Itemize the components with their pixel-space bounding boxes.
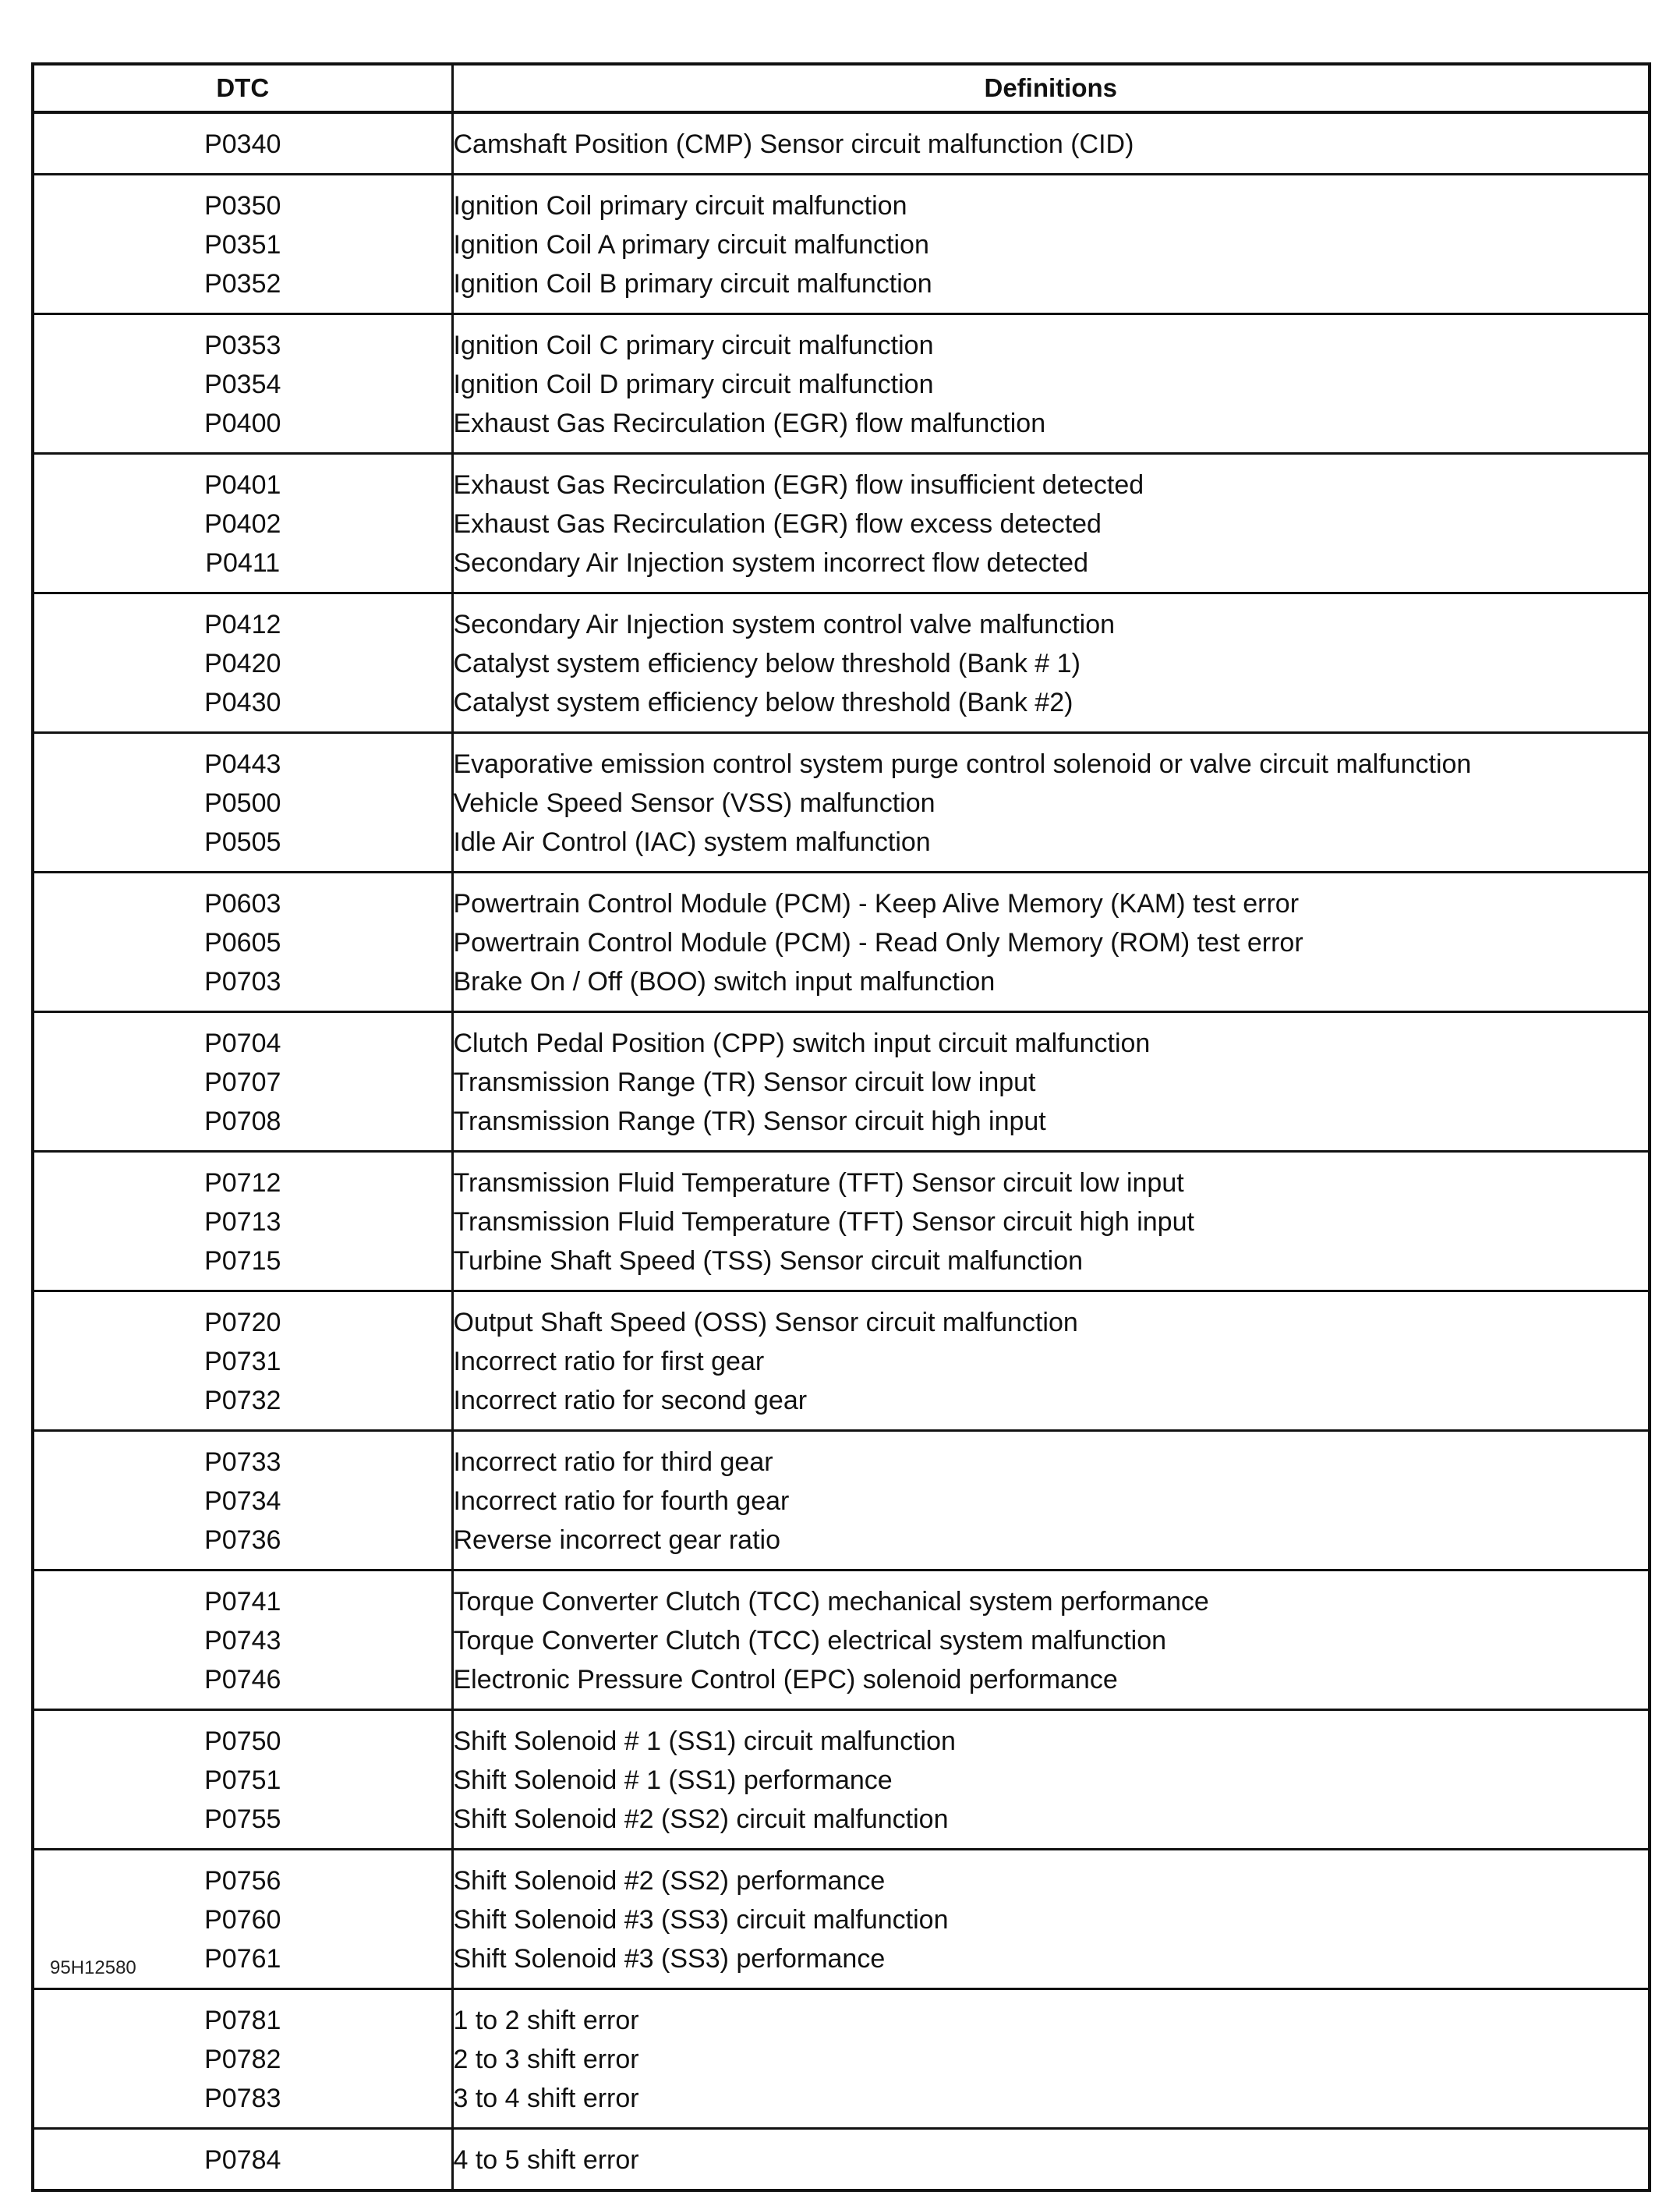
dtc-code: P0412 bbox=[204, 610, 281, 639]
table-row-group bbox=[33, 2129, 1650, 2191]
dtc-code: P0781 bbox=[204, 2006, 281, 2035]
table-row-group bbox=[33, 1850, 1650, 1989]
dtc-definition: Ignition Coil B primary circuit malfunction bbox=[453, 269, 932, 299]
table-body bbox=[33, 112, 1650, 2190]
dtc-definition: Brake On / Off (BOO) switch input malfunction bbox=[453, 967, 996, 997]
dtc-code: P0354 bbox=[204, 370, 281, 399]
dtc-definition: Transmission Fluid Temperature (TFT) Sensor circuit low input bbox=[453, 1168, 1184, 1198]
definition-cell bbox=[452, 112, 1650, 175]
dtc-code-cell bbox=[33, 1152, 452, 1291]
dtc-code-cell bbox=[33, 873, 452, 1012]
dtc-definition: Shift Solenoid # 1 (SS1) performance bbox=[453, 1765, 893, 1795]
table-row-group bbox=[33, 175, 1650, 314]
dtc-code-cell bbox=[33, 1012, 452, 1152]
dtc-code: P0352 bbox=[204, 269, 281, 299]
dtc-definition: 4 to 5 shift error bbox=[453, 2145, 639, 2175]
dtc-code: P0712 bbox=[204, 1168, 281, 1198]
dtc-code-cell bbox=[33, 2129, 452, 2191]
definition-cell bbox=[452, 1989, 1650, 2129]
dtc-definition: Reverse incorrect gear ratio bbox=[453, 1525, 781, 1555]
dtc-code: P0401 bbox=[204, 470, 281, 500]
dtc-code: P0420 bbox=[204, 649, 281, 678]
dtc-code: P0505 bbox=[204, 827, 281, 857]
table-row-group bbox=[33, 1012, 1650, 1152]
dtc-code-cell bbox=[33, 1710, 452, 1850]
dtc-definition: 1 to 2 shift error bbox=[453, 2006, 639, 2035]
definition-cell bbox=[452, 1012, 1650, 1152]
dtc-code: P0443 bbox=[204, 749, 281, 779]
dtc-definition: Shift Solenoid #3 (SS3) circuit malfunction bbox=[453, 1905, 949, 1935]
dtc-code: P0707 bbox=[204, 1068, 281, 1097]
dtc-code: P0402 bbox=[204, 509, 281, 539]
dtc-definition: Torque Converter Clutch (TCC) mechanical system performance bbox=[453, 1587, 1209, 1617]
dtc-code: P0500 bbox=[204, 788, 281, 818]
dtc-code-cell bbox=[33, 1431, 452, 1571]
dtc-code: P0734 bbox=[204, 1486, 281, 1516]
dtc-code-cell bbox=[33, 314, 452, 454]
dtc-code: P0755 bbox=[204, 1804, 281, 1834]
definition-cell bbox=[452, 733, 1650, 873]
definition-cell bbox=[452, 1152, 1650, 1291]
dtc-code: P0704 bbox=[204, 1029, 281, 1058]
table-row-group bbox=[33, 1989, 1650, 2129]
table-header-row bbox=[33, 64, 1650, 112]
dtc-column-header: DTC bbox=[33, 64, 452, 112]
dtc-code: P0605 bbox=[204, 928, 281, 958]
table-row-group bbox=[33, 1710, 1650, 1850]
table-row-group bbox=[33, 112, 1650, 175]
dtc-definition: Shift Solenoid #3 (SS3) performance bbox=[453, 1944, 886, 1974]
dtc-code: P0743 bbox=[204, 1626, 281, 1656]
dtc-definition: 3 to 4 shift error bbox=[453, 2084, 639, 2113]
dtc-code: P0751 bbox=[204, 1765, 281, 1795]
dtc-code: P0784 bbox=[204, 2145, 281, 2175]
table-row-group bbox=[33, 1571, 1650, 1710]
definition-cell bbox=[452, 873, 1650, 1012]
table-row-group bbox=[33, 733, 1650, 873]
dtc-code-cell bbox=[33, 175, 452, 314]
dtc-definition: Shift Solenoid #2 (SS2) performance bbox=[453, 1866, 886, 1896]
definitions-column-header: Definitions bbox=[452, 64, 1650, 112]
dtc-code: P0783 bbox=[204, 2084, 281, 2113]
dtc-code: P0351 bbox=[204, 230, 281, 260]
dtc-definition: Transmission Range (TR) Sensor circuit high input bbox=[453, 1107, 1046, 1136]
table-row-group bbox=[33, 1431, 1650, 1571]
dtc-code: P0750 bbox=[204, 1726, 281, 1756]
table-row-group bbox=[33, 873, 1650, 1012]
dtc-definition: Torque Converter Clutch (TCC) electrical system malfunction bbox=[453, 1626, 1167, 1656]
dtc-definition: Shift Solenoid #2 (SS2) circuit malfunction bbox=[453, 1804, 949, 1834]
dtc-definition: Ignition Coil C primary circuit malfunction bbox=[453, 331, 934, 360]
definition-cell bbox=[452, 314, 1650, 454]
table-row-group bbox=[33, 454, 1650, 593]
dtc-code: P0732 bbox=[204, 1386, 281, 1415]
dtc-code: P0741 bbox=[204, 1587, 281, 1617]
table-row-group bbox=[33, 1291, 1650, 1431]
dtc-code: P0353 bbox=[204, 331, 281, 360]
dtc-definition: Catalyst system efficiency below threshold (Bank #2) bbox=[453, 688, 1073, 717]
dtc-definition: Exhaust Gas Recirculation (EGR) flow insufficient detected bbox=[453, 470, 1144, 500]
dtc-definition: Electronic Pressure Control (EPC) solenoid performance bbox=[453, 1665, 1118, 1694]
definition-cell bbox=[452, 1571, 1650, 1710]
dtc-definition: Incorrect ratio for fourth gear bbox=[453, 1486, 790, 1516]
dtc-code: P0756 bbox=[204, 1866, 281, 1896]
dtc-definition: Powertrain Control Module (PCM) - Read Only Memory (ROM) test error bbox=[453, 928, 1303, 958]
dtc-code-cell bbox=[33, 593, 452, 733]
dtc-definition: Output Shaft Speed (OSS) Sensor circuit malfunction bbox=[453, 1308, 1078, 1337]
dtc-code: P0340 bbox=[204, 129, 281, 159]
dtc-code: P0731 bbox=[204, 1347, 281, 1376]
dtc-definition: Clutch Pedal Position (CPP) switch input circuit malfunction bbox=[453, 1029, 1151, 1058]
dtc-code: P0761 bbox=[204, 1944, 281, 1974]
dtc-definition: Secondary Air Injection system incorrect flow detected bbox=[453, 548, 1088, 578]
dtc-definition: Incorrect ratio for first gear bbox=[453, 1347, 765, 1376]
dtc-definition: Secondary Air Injection system control valve malfunction bbox=[453, 610, 1116, 639]
dtc-code-cell bbox=[33, 1291, 452, 1431]
dtc-definition: Transmission Fluid Temperature (TFT) Sensor circuit high input bbox=[453, 1207, 1194, 1237]
dtc-definition: Vehicle Speed Sensor (VSS) malfunction bbox=[453, 788, 935, 818]
dtc-definition: Ignition Coil A primary circuit malfunction bbox=[453, 230, 929, 260]
dtc-code: P0400 bbox=[204, 409, 281, 438]
dtc-definition: Powertrain Control Module (PCM) - Keep Alive Memory (KAM) test error bbox=[453, 889, 1300, 919]
table-row-group bbox=[33, 1152, 1650, 1291]
table-row-group bbox=[33, 593, 1650, 733]
dtc-code-cell bbox=[33, 733, 452, 873]
dtc-definition: Transmission Range (TR) Sensor circuit low input bbox=[453, 1068, 1036, 1097]
dtc-definition: Idle Air Control (IAC) system malfunction bbox=[453, 827, 931, 857]
dtc-code: P0760 bbox=[204, 1905, 281, 1935]
figure-id-label: 95H12580 bbox=[50, 1957, 136, 1978]
dtc-code: P0708 bbox=[204, 1107, 281, 1136]
dtc-definition: Turbine Shaft Speed (TSS) Sensor circuit malfunction bbox=[453, 1246, 1084, 1276]
dtc-code: P0720 bbox=[204, 1308, 281, 1337]
definition-cell bbox=[452, 1291, 1650, 1431]
dtc-definition: Catalyst system efficiency below threshold (Bank # 1) bbox=[453, 649, 1081, 678]
dtc-code: P0782 bbox=[204, 2045, 281, 2074]
dtc-definitions-table bbox=[31, 62, 1651, 2192]
dtc-definition: Shift Solenoid # 1 (SS1) circuit malfunction bbox=[453, 1726, 956, 1756]
definition-cell bbox=[452, 593, 1650, 733]
definition-cell bbox=[452, 454, 1650, 593]
dtc-code: P0603 bbox=[204, 889, 281, 919]
dtc-definition: Incorrect ratio for second gear bbox=[453, 1386, 808, 1415]
dtc-code: P0430 bbox=[204, 688, 281, 717]
dtc-definition: Exhaust Gas Recirculation (EGR) flow malfunction bbox=[453, 409, 1046, 438]
dtc-definition: Ignition Coil primary circuit malfunction bbox=[453, 191, 907, 221]
dtc-code-cell bbox=[33, 454, 452, 593]
dtc-definition: Exhaust Gas Recirculation (EGR) flow excess detected bbox=[453, 509, 1102, 539]
dtc-code: P0736 bbox=[204, 1525, 281, 1555]
dtc-code-cell bbox=[33, 1571, 452, 1710]
definition-cell bbox=[452, 175, 1650, 314]
dtc-code-cell bbox=[33, 1989, 452, 2129]
dtc-code: P0411 bbox=[205, 548, 281, 578]
definition-cell bbox=[452, 1431, 1650, 1571]
dtc-definition: Camshaft Position (CMP) Sensor circuit malfunction (CID) bbox=[453, 129, 1134, 159]
definition-cell bbox=[452, 2129, 1650, 2191]
table-row-group bbox=[33, 314, 1650, 454]
dtc-definition: Evaporative emission control system purge control solenoid or valve circuit malfunction bbox=[453, 749, 1472, 779]
dtc-definition: 2 to 3 shift error bbox=[453, 2045, 639, 2074]
dtc-definition: Incorrect ratio for third gear bbox=[453, 1447, 773, 1477]
dtc-code: P0733 bbox=[204, 1447, 281, 1477]
dtc-code: P0703 bbox=[204, 967, 281, 997]
definition-cell bbox=[452, 1850, 1650, 1989]
definition-cell bbox=[452, 1710, 1650, 1850]
dtc-code: P0746 bbox=[204, 1665, 281, 1694]
dtc-code: P0350 bbox=[204, 191, 281, 221]
dtc-code-cell bbox=[33, 112, 452, 175]
dtc-code: P0713 bbox=[204, 1207, 281, 1237]
dtc-code: P0715 bbox=[204, 1246, 281, 1276]
dtc-definition: Ignition Coil D primary circuit malfunction bbox=[453, 370, 934, 399]
